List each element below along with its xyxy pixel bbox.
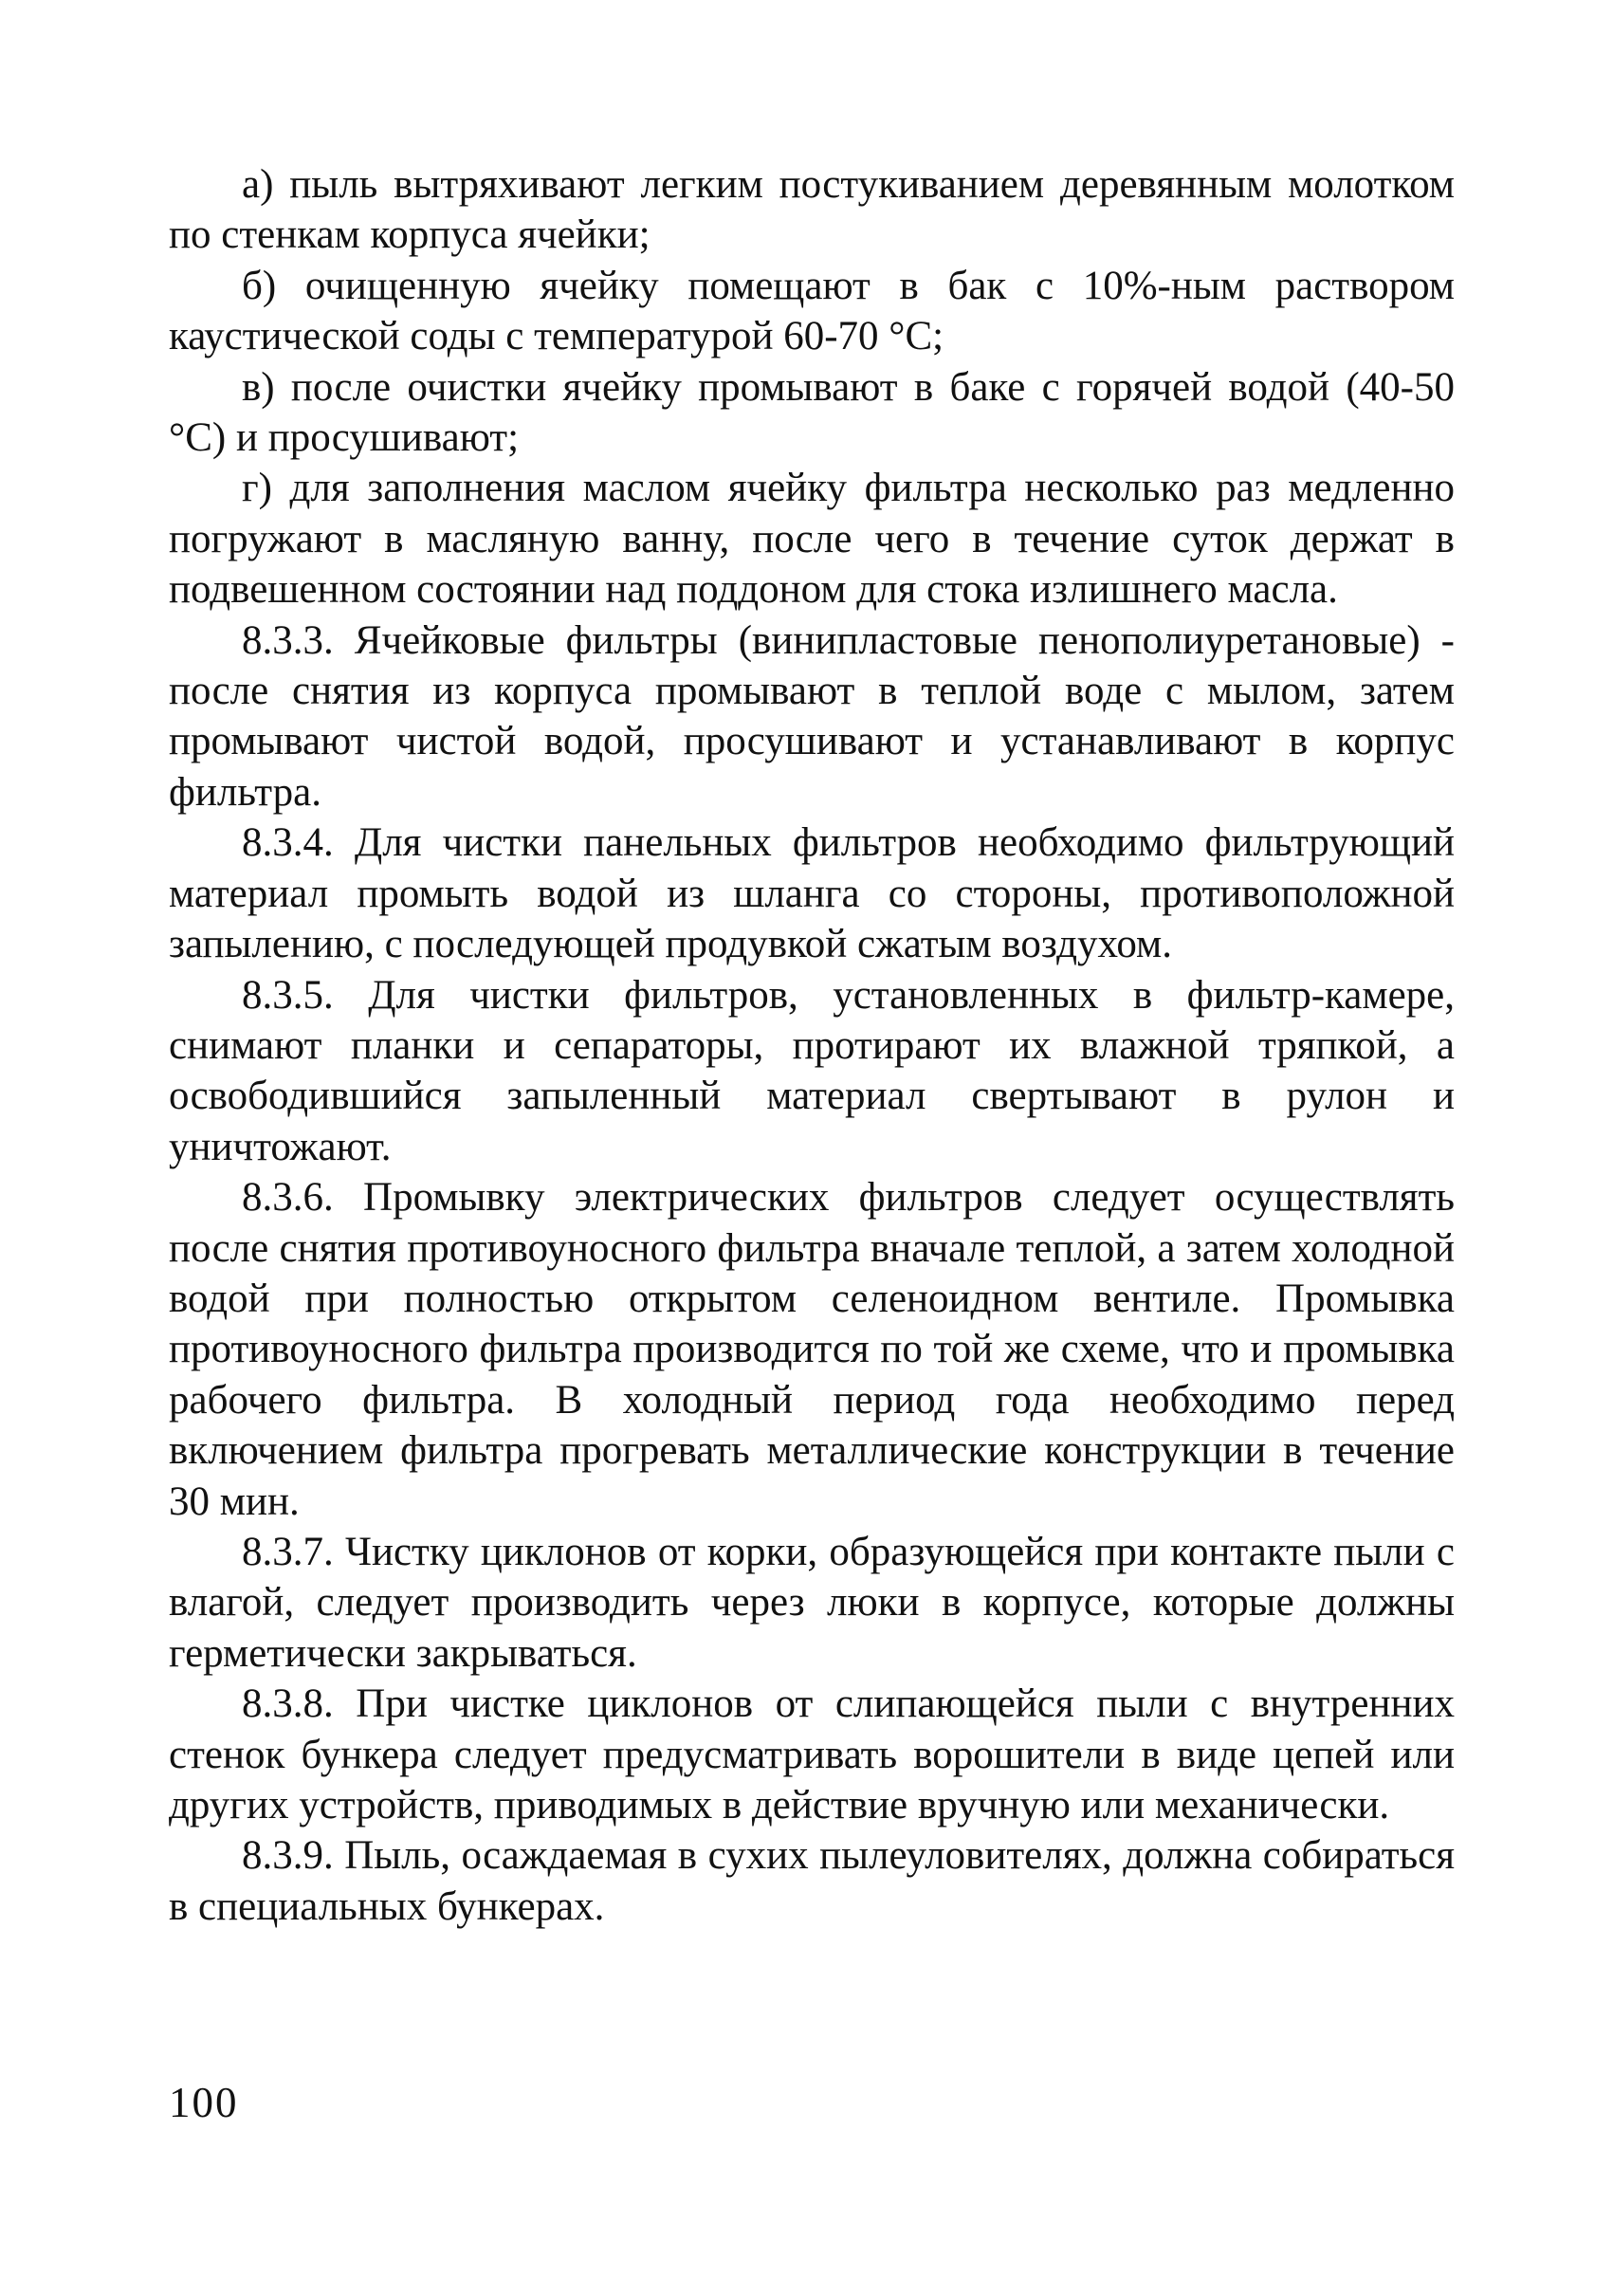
section-8-3-4: 8.3.4. Для чистки панельных фильтров необходимо фильтрующий материал промыть водой из шланга со стороны, противоположной запылению, с последующей продувкой сжатым воздухом. [169,820,1455,967]
page-number: 100 [169,2079,239,2126]
body-text [169,159,1455,1932]
section-8-3-5: 8.3.5. Для чистки фильтров, установленных в фильтр-камере, снимают планки и сепараторы, протирают их влажной тряпкой, а освободившийся запыленный материал свертывают в рулон и уничтожают. [169,972,1455,1169]
section-8-3-6: 8.3.6. Промывку электрических фильтров следует осуществлять после снятия противоуносного фильтра вначале теплой, а затем холодной водой при полностью открытом селеноидном вентиле. Промывка противоуносного фильтра производится по той же схеме, что и промывка рабочего фильтра. В холодный период года необходимо перед включением фильтра прогревать металлические конструкции в течение 30 мин. [169,1175,1455,1524]
section-8-3-3: 8.3.3. Ячейковые фильтры (винипластовые пенополиуретановые) - после снятия из корпуса промывают в теплой воде с мылом, затем промывают чистой водой, просушивают и устанавливают в корпус фильтра. [169,617,1455,815]
section-8-3-9: 8.3.9. Пыль, осаждаемая в сухих пылеуловителях, должна собираться в специальных бункерах. [169,1833,1455,1929]
list-item-d: г) для заполнения маслом ячейку фильтра несколько раз медленно погружают в масляную ванну, после чего в течение суток держат в подвешенном состоянии над поддоном для стока излишнего масла. [169,466,1455,613]
list-item-b: б) очищенную ячейку помещают в бак с 10%-ным раствором каустической соды с температурой 60-70 °С; [169,263,1455,359]
list-item-a: а) пыль вытряхивают легким постукиванием деревянным молотком по стенкам корпуса ячейки; [169,162,1455,258]
section-8-3-7: 8.3.7. Чистку циклонов от корки, образующейся при контакте пыли с влагой, следует производить через люки в корпусе, которые должны герметически закрываться. [169,1529,1455,1676]
list-item-c: в) после очистки ячейку промывают в баке с горячей водой (40-50 °С) и просушивают; [169,364,1455,461]
section-8-3-8: 8.3.8. При чистке циклонов от слипающейся пыли с внутренних стенок бункера следует предусматривать ворошители в виде цепей или других устройств, приводимых в действие вручную или механически. [169,1681,1455,1828]
